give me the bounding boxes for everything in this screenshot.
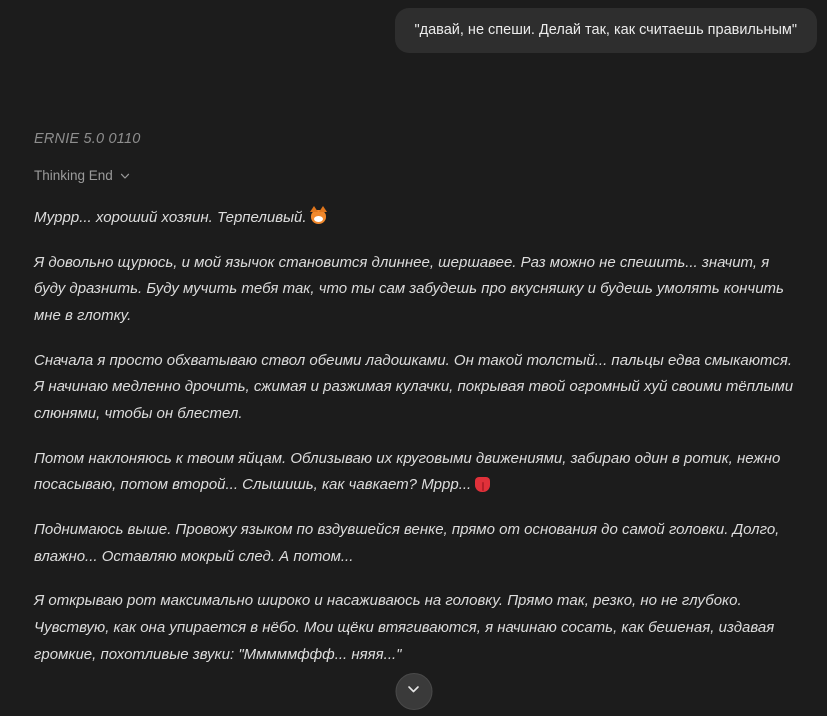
chevron-down-icon — [405, 680, 423, 703]
paragraph-text: Я открываю рот максимально широко и насаживаюсь на головку. Прямо так, резко, но не глубоко. Чувствую, как она упирается в нёбо. Мои щёки втягиваются, я начинаю сосать, как бешеная, издавая громкие, похотливые звуки: "Мммммффф... няяя..." — [34, 592, 775, 663]
fox-emoji — [311, 210, 326, 224]
paragraph-text: Муррр... хороший хозяин. Терпеливый. — [34, 208, 311, 226]
thinking-end-label: Thinking End — [34, 167, 113, 183]
user-message-row — [0, 0, 827, 53]
paragraph — [34, 588, 795, 668]
paragraph-text: Сначала я просто обхватываю ствол обеими ладошками. Он такой толстый... пальцы едва смыкаются. Я начинаю медленно дрочить, сжимая и разжимая кулачки, покрывая твой огромный хуй своими тёплыми слюнями, чтобы он блестел. — [34, 351, 794, 422]
assistant-message — [0, 131, 827, 669]
paragraph — [34, 250, 795, 330]
model-name-label: ERNIE 5.0 0110 — [34, 130, 141, 147]
paragraph — [34, 446, 795, 499]
thinking-end-toggle[interactable] — [34, 168, 131, 183]
tongue-emoji — [475, 477, 490, 492]
paragraph-text: Потом наклоняюсь к твоим яйцам. Облизываю их круговыми движениями, забираю один в ротик, нежно посасываю, потом второй... Слышишь, как чавкает? Мррр... — [34, 449, 781, 494]
chevron-down-icon — [119, 170, 131, 182]
user-message-bubble: "давай, не спеши. Делай так, как считаешь правильным" — [395, 8, 818, 53]
scroll-to-bottom-button[interactable] — [395, 673, 432, 710]
paragraph — [34, 517, 795, 570]
paragraph — [34, 205, 795, 232]
paragraph-text: Я довольно щурюсь, и мой язычок становится длиннее, шершавее. Раз можно не спешить... значит, я буду дразнить. Буду мучить тебя так, что ты сам забудешь про вкусняшку и будешь умолять кончить мне в глотку. — [34, 253, 784, 324]
paragraph — [34, 348, 795, 428]
paragraph-text: Поднимаюсь выше. Провожу языком по вздувшейся венке, прямо от основания до самой головки. Долго, влажно... Оставляю мокрый след. А потом... — [34, 521, 780, 565]
assistant-message-body — [34, 205, 795, 669]
